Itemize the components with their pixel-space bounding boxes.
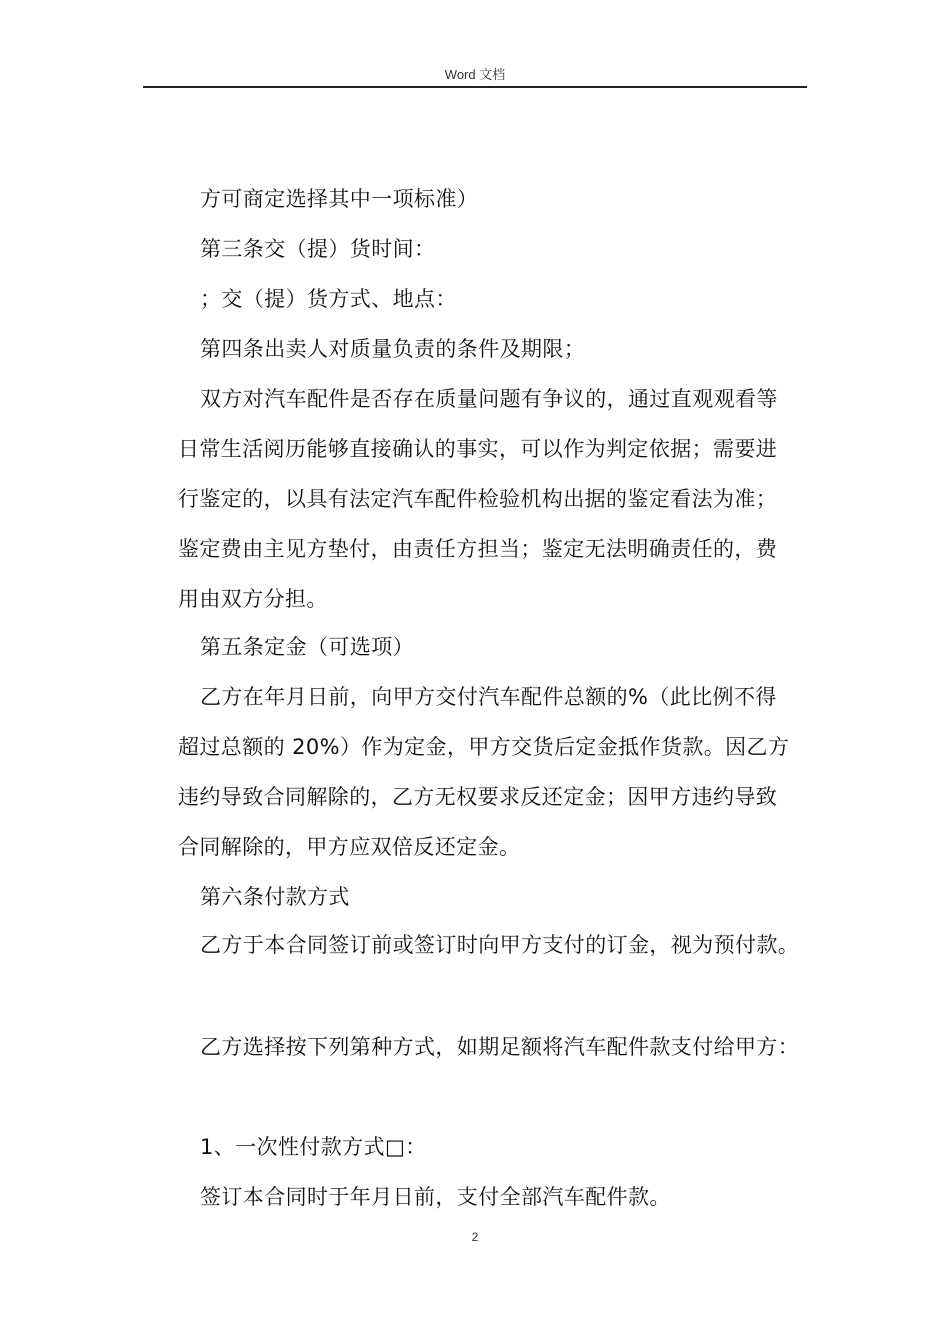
paragraph-line: 方可商定选择其中一项标准）	[200, 187, 479, 211]
paragraph-line: 乙方在年月日前，向甲方交付汽车配件总额的%（此比例不得	[200, 685, 777, 709]
page-number: 2	[471, 1230, 479, 1244]
paragraph-line: 第五条定金（可选项）	[200, 635, 414, 659]
paragraph-line: 鉴定费由主见方垫付，由责任方担当；鉴定无法明确责任的，费	[178, 537, 778, 561]
header-divider	[143, 86, 807, 88]
paragraph-line: 1、一次性付款方式□：	[200, 1135, 427, 1159]
paragraph-line: 乙方选择按下列第种方式，如期足额将汽车配件款支付给甲方：	[200, 1035, 800, 1059]
page-header: Word 文档	[444, 67, 506, 82]
paragraph-line: 行鉴定的，以具有法定汽车配件检验机构出据的鉴定看法为准；	[178, 487, 778, 511]
paragraph-line: ；交（提）货方式、地点：	[200, 287, 457, 311]
paragraph-line: 违约导致合同解除的，乙方无权要求反还定金；因甲方违约导致	[178, 785, 778, 809]
paragraph-line: 乙方于本合同签订前或签订时向甲方支付的订金，视为预付款。	[200, 933, 800, 957]
paragraph-line: 第六条付款方式	[200, 885, 350, 909]
paragraph-line: 双方对汽车配件是否存在质量问题有争议的，通过直观观看等	[200, 387, 778, 411]
paragraph-line: 合同解除的，甲方应双倍反还定金。	[178, 835, 521, 859]
paragraph-line: 第四条出卖人对质量负责的条件及期限；	[200, 337, 586, 361]
paragraph-line: 第三条交（提）货时间：	[200, 237, 436, 261]
paragraph-line: 日常生活阅历能够直接确认的事实，可以作为判定依据；需要进	[178, 437, 778, 461]
paragraph-line: 超过总额的 20%）作为定金，甲方交货后定金抵作货款。因乙方	[178, 735, 790, 759]
paragraph-line: 用由双方分担。	[178, 587, 328, 611]
paragraph-line: 签订本合同时于年月日前，支付全部汽车配件款。	[200, 1185, 671, 1209]
